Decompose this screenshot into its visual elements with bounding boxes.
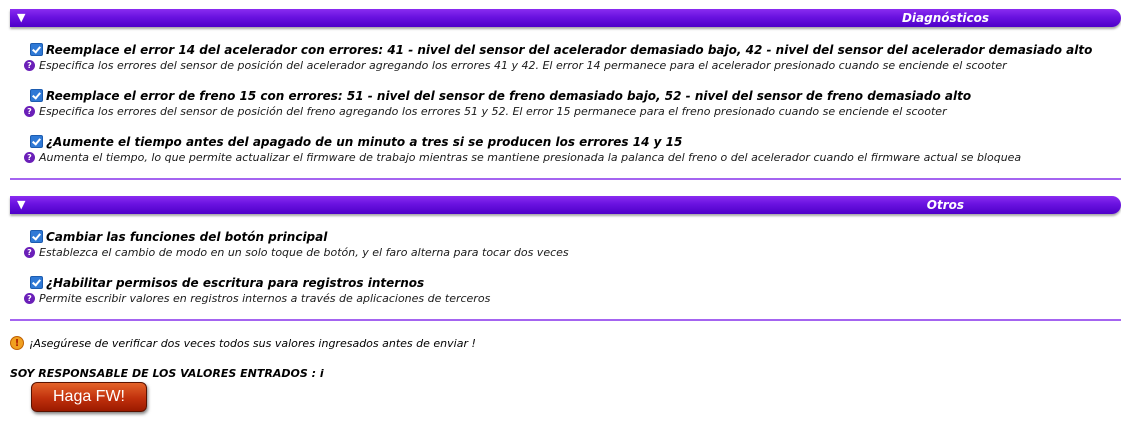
main-button-checkbox[interactable] [30,230,43,243]
option-description: Especifica los errores del sensor de posición del acelerador agregando los errores 41 y 42. El error 14 permanece para el acelerador presionado cuando se enciende el scooter [39,59,1007,72]
option-shutdown-time [27,133,1022,165]
help-icon[interactable]: ? [24,293,35,304]
option-label: ¿Aumente el tiempo antes del apagado de un minuto a tres si se producen los errores 14 y 15 [46,134,683,149]
option-label: Reemplace el error de freno 15 con errores: 51 - nivel del sensor de freno demasiado bajo, 52 - nivel del sensor de freno demasiado alto [46,88,972,103]
brake-errors-checkbox[interactable] [30,89,43,102]
diagnostics-title: Diagnósticos [901,11,989,25]
collapse-triangle-icon[interactable]: ▼ [17,11,26,24]
section-divider [10,319,1121,321]
option-description: Aumenta el tiempo, lo que permite actualizar el firmware de trabajo mientras se mantiene presionada la palanca del freno o del acelerador cuando el firmware actual se bloquea [39,151,1022,164]
help-icon[interactable]: ? [24,152,35,163]
others-section-header[interactable] [10,196,1121,214]
option-label: Cambiar las funciones del botón principal [46,229,328,244]
write-permissions-checkbox[interactable] [30,276,43,289]
option-description: Establezca el cambio de modo en un solo toque de botón, y el faro alterna para tocar dos veces [39,246,569,259]
responsibility-statement: SOY RESPONSABLE DE LOS VALORES ENTRADOS : i [10,367,324,380]
option-label: Reemplace el error 14 del acelerador con errores: 41 - nivel del sensor del acelerador demasiado bajo, 42 - nivel del sensor del acelerador demasiado alto [46,42,1093,57]
throttle-errors-checkbox[interactable] [30,43,43,56]
others-title: Otros [926,198,964,212]
option-main-button [27,228,569,260]
option-throttle-errors [27,41,1093,73]
warning-icon: ! [10,336,24,350]
shutdown-time-checkbox[interactable] [30,135,43,148]
warning-notice [10,336,476,350]
section-divider [10,178,1121,180]
collapse-triangle-icon[interactable]: ▼ [17,198,26,211]
option-label: ¿Habilitar permisos de escritura para registros internos [46,275,425,290]
help-icon[interactable]: ? [24,106,35,117]
help-icon[interactable]: ? [24,60,35,71]
option-brake-errors [27,87,972,119]
option-write-permissions [27,274,491,306]
warning-text: ¡Asegúrese de verificar dos veces todos sus valores ingresados antes de enviar ! [29,336,476,350]
diagnostics-section-header[interactable] [10,9,1121,27]
option-description: Permite escribir valores en registros internos a través de aplicaciones de terceros [39,292,491,305]
submit-firmware-button[interactable]: Haga FW! [31,382,147,412]
option-description: Especifica los errores del sensor de posición del freno agregando los errores 51 y 52. El error 15 permanece para el freno presionado cuando se enciende el scooter [39,105,947,118]
help-icon[interactable]: ? [24,247,35,258]
